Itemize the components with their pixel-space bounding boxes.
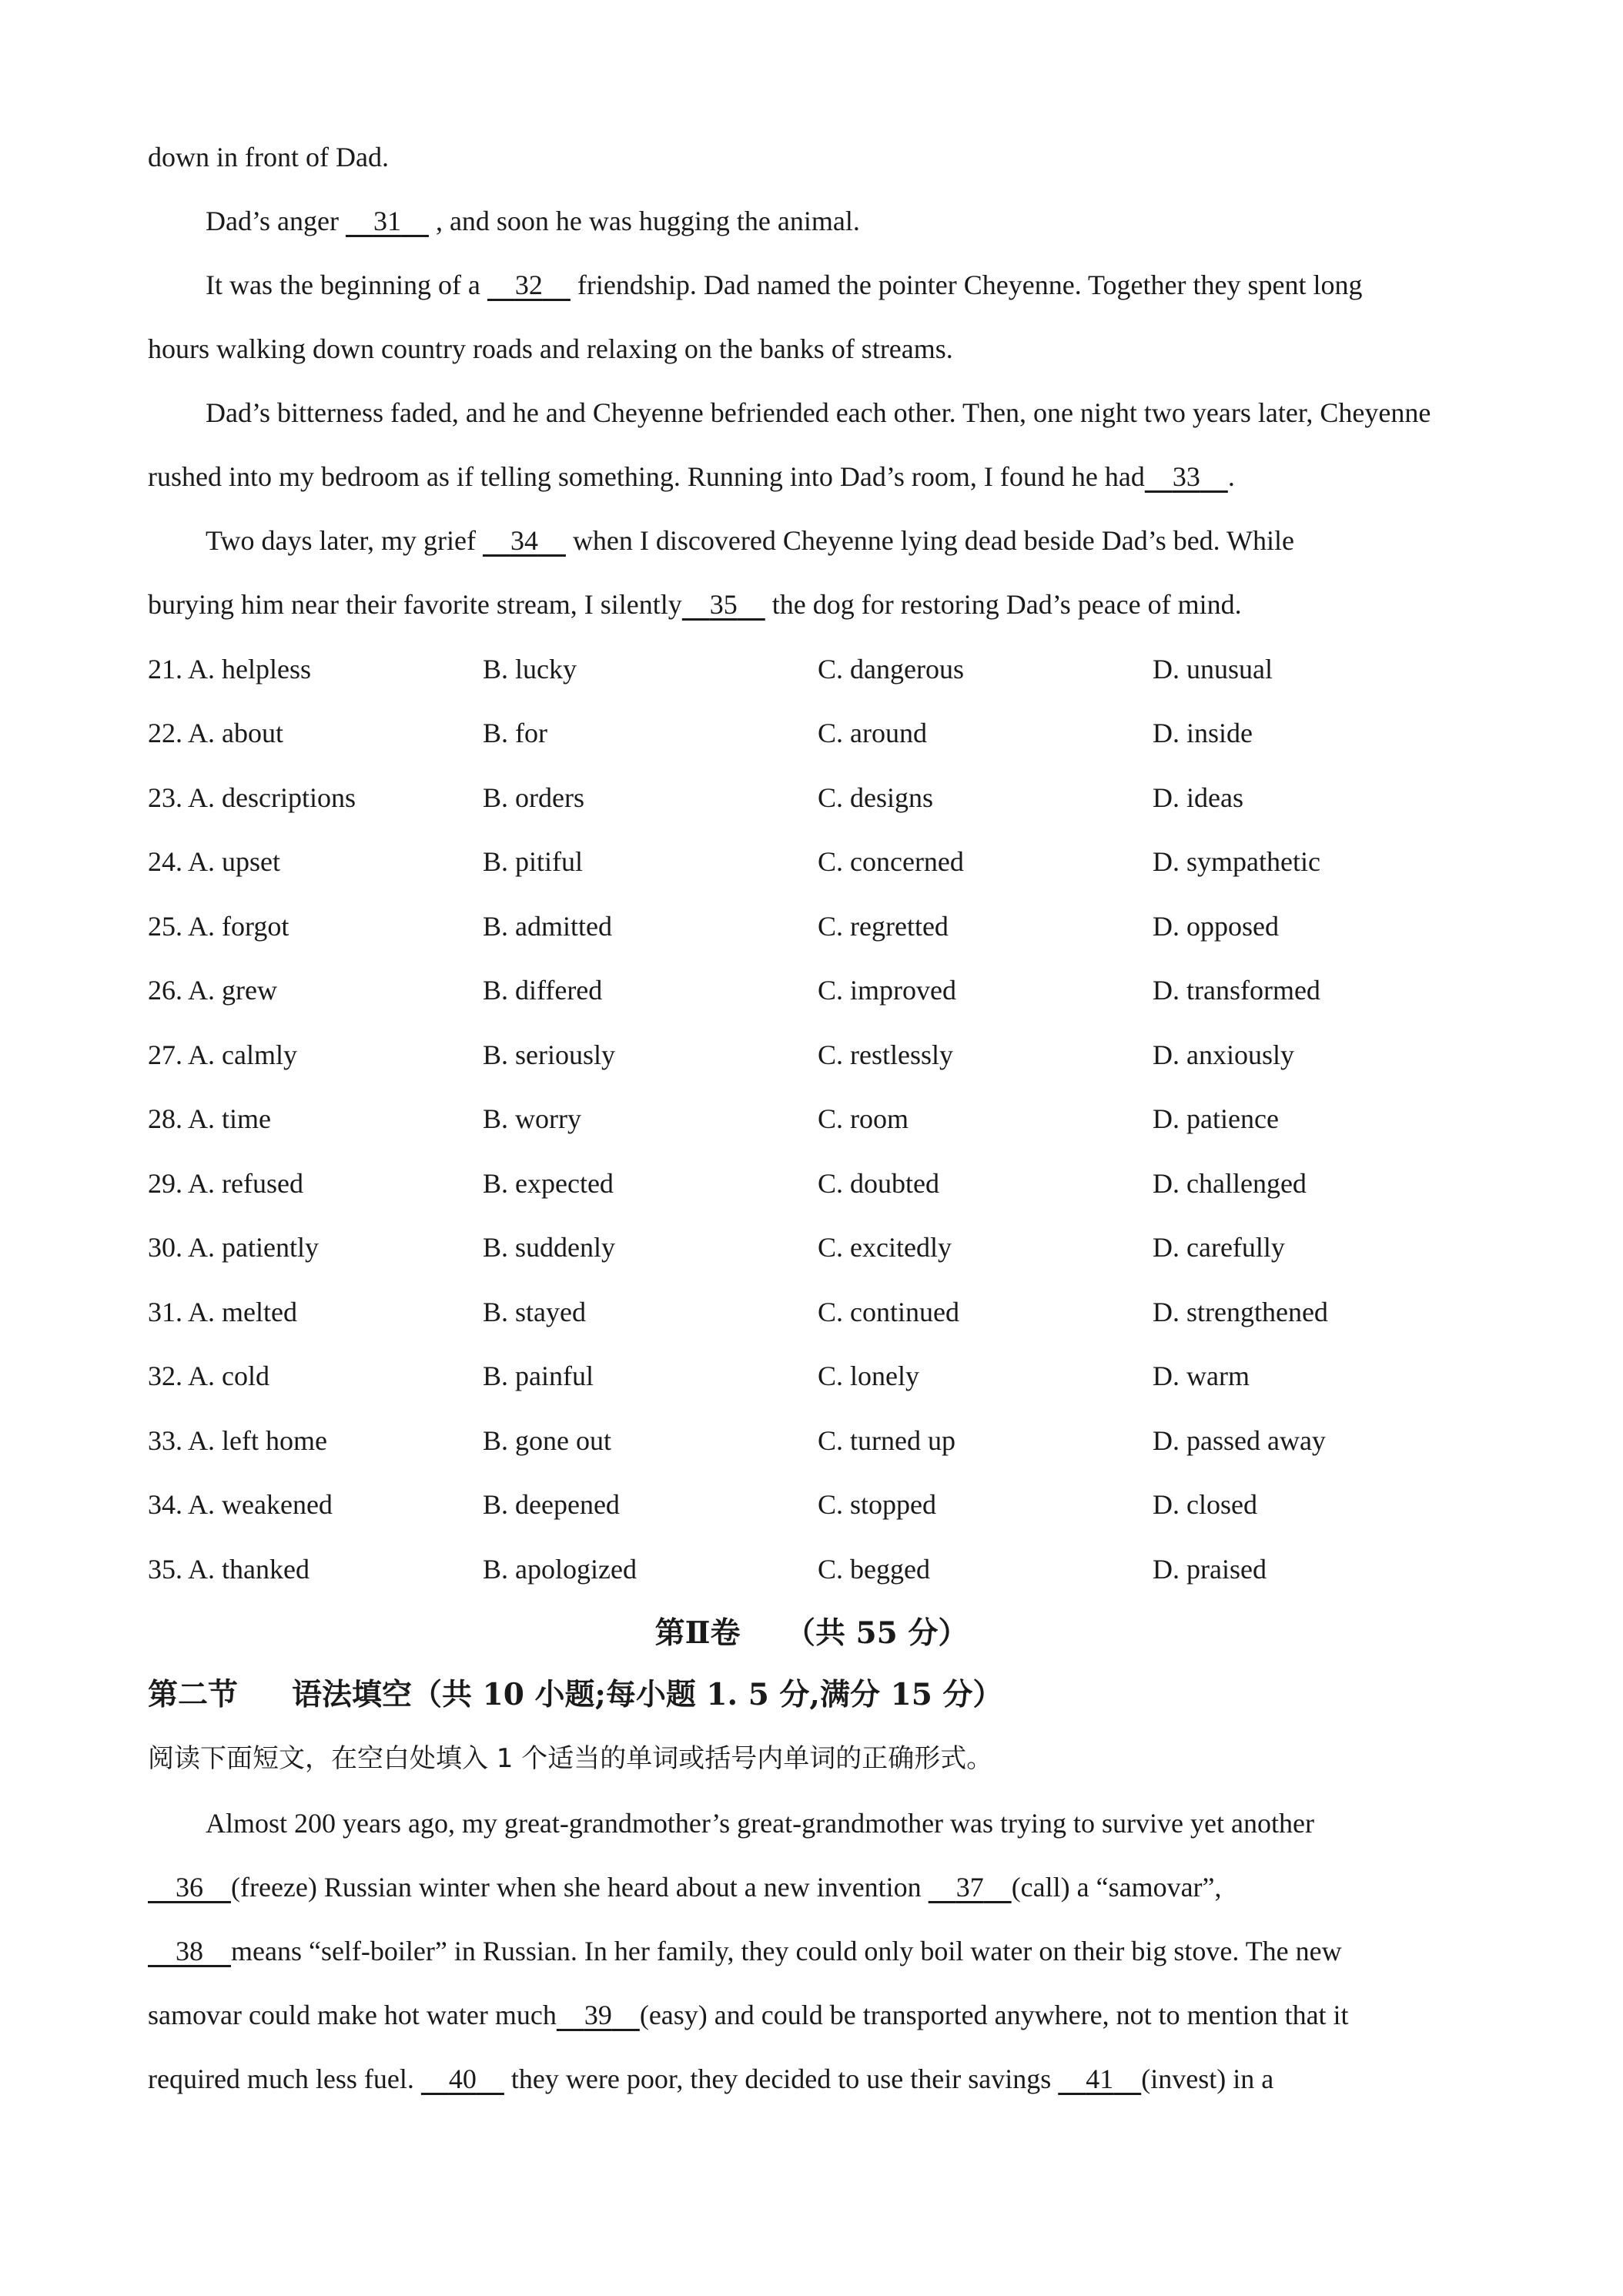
passage-text: Two days later, my grief	[206, 525, 483, 556]
passage-text: (easy) and could be transported anywhere, not to mention that it	[639, 2000, 1349, 2030]
section-instruction: 阅读下面短文，在空白处填入 1 个适当的单词或括号内单词的正确形式。	[148, 1743, 993, 1774]
option-b: B. painful	[483, 1361, 594, 1392]
answer-blank-33: 33	[1172, 461, 1200, 492]
passage-line	[148, 445, 1487, 509]
option-row	[148, 1022, 1487, 1087]
option-d: D. unusual	[1153, 653, 1273, 684]
passage-text: burying him near their favorite stream, I silently	[148, 589, 682, 620]
passage-line: hours walking down country roads and relaxing on the banks of streams.	[148, 333, 953, 364]
option-row	[148, 830, 1487, 895]
answer-options	[148, 637, 1487, 1602]
option-row	[148, 1537, 1487, 1602]
answer-blank-38: 38	[176, 1936, 203, 1966]
option-d: D. anxiously	[1153, 1039, 1294, 1070]
passage-paragraph: Dad’s bitterness faded, and he and Cheyenne befriended each other. Then, one night two years later, Cheyenne	[206, 397, 1431, 428]
passage-text: Dad’s anger	[206, 206, 346, 236]
answer-blank-37: 37	[955, 1872, 984, 1903]
option-row	[148, 1473, 1487, 1538]
option-d: D. opposed	[1153, 910, 1279, 942]
option-b: B. stayed	[483, 1296, 586, 1327]
passage-line: down in front of Dad.	[148, 142, 389, 172]
option-row	[148, 894, 1487, 959]
section-number: 第二节	[148, 1677, 239, 1712]
passage-text: required much less fuel.	[148, 2063, 421, 2094]
passage-text: samovar could make hot water much	[148, 2000, 557, 2030]
option-b: B. deepened	[483, 1489, 620, 1521]
passage-line	[148, 2047, 1487, 2111]
option-a: 24. A. upset	[148, 846, 281, 878]
passage-paragraph	[148, 189, 1487, 253]
option-b: B. seriously	[483, 1039, 616, 1070]
option-a: 34. A. weakened	[148, 1489, 333, 1521]
option-c: C. room	[818, 1103, 909, 1135]
passage-text: when I discovered Cheyenne lying dead beside Dad’s bed. While	[565, 525, 1294, 556]
option-row	[148, 1216, 1487, 1280]
option-row	[148, 765, 1487, 830]
passage-line	[148, 1856, 1487, 1919]
option-d: D. passed away	[1153, 1424, 1326, 1456]
option-d: D. inside	[1153, 718, 1253, 749]
option-a: 27. A. calmly	[148, 1039, 297, 1070]
passage-line	[148, 573, 1487, 637]
option-a: 33. A. left home	[148, 1424, 327, 1456]
answer-blank-41: 41	[1086, 2063, 1114, 2094]
option-c: C. continued	[818, 1296, 959, 1327]
passage-paragraph: Almost 200 years ago, my great-grandmother’s great-grandmother was trying to survive yet another	[206, 1808, 1314, 1839]
passage-text: friendship. Dad named the pointer Cheyenne. Together they spent long	[570, 269, 1363, 300]
passage-text: the dog for restoring Dad’s peace of mind.	[765, 589, 1242, 620]
option-d: D. strengthened	[1153, 1296, 1328, 1327]
option-c: C. lonely	[818, 1361, 919, 1392]
option-row	[148, 959, 1487, 1023]
answer-blank-34: 34	[510, 525, 538, 556]
option-row	[148, 1344, 1487, 1409]
option-a: 22. A. about	[148, 718, 283, 749]
option-row	[148, 701, 1487, 766]
option-row	[148, 1280, 1487, 1344]
option-c: C. improved	[818, 975, 956, 1006]
option-row	[148, 1151, 1487, 1216]
passage-text: (freeze) Russian winter when she heard about a new invention	[231, 1872, 929, 1903]
passage-text: , and soon he was hugging the animal.	[428, 206, 860, 236]
option-d: D. praised	[1153, 1553, 1267, 1585]
option-b: B. expected	[483, 1167, 614, 1199]
option-b: B. differed	[483, 975, 603, 1006]
option-row	[148, 1087, 1487, 1152]
option-d: D. transformed	[1153, 975, 1320, 1006]
option-c: C. regretted	[818, 910, 949, 942]
option-b: B. orders	[483, 782, 584, 813]
option-c: C. designs	[818, 782, 934, 813]
passage-paragraph	[148, 253, 1487, 317]
option-b: B. apologized	[483, 1553, 637, 1585]
option-d: D. sympathetic	[1153, 846, 1320, 878]
option-b: B. pitiful	[483, 846, 584, 878]
option-b: B. worry	[483, 1103, 581, 1135]
section-heading	[148, 1671, 1002, 1714]
option-b: B. lucky	[483, 653, 577, 684]
passage-text: (invest) in a	[1141, 2063, 1274, 2094]
option-d: D. closed	[1153, 1489, 1257, 1521]
passage-text: they were poor, they decided to use their savings	[504, 2063, 1059, 2094]
option-a: 29. A. refused	[148, 1167, 303, 1199]
passage-line	[148, 1919, 1487, 1983]
option-a: 25. A. forgot	[148, 910, 289, 942]
grammar-passage	[148, 1792, 1487, 2111]
option-a: 35. A. thanked	[148, 1553, 310, 1585]
answer-blank-32: 32	[514, 269, 543, 300]
option-row	[148, 1408, 1487, 1473]
option-b: B. gone out	[483, 1424, 611, 1456]
passage-text: means “self-boiler” in Russian. In her family, they could only boil water on their big stove. The new	[231, 1936, 1342, 1966]
passage-text: rushed into my bedroom as if telling something. Running into Dad’s room, I found he had	[148, 461, 1145, 492]
passage-text: (call) a “samovar”,	[1011, 1872, 1222, 1903]
option-d: D. challenged	[1153, 1167, 1307, 1199]
option-c: C. turned up	[818, 1424, 955, 1456]
option-d: D. patience	[1153, 1103, 1279, 1135]
answer-blank-39: 39	[584, 2000, 612, 2030]
option-d: D. ideas	[1153, 782, 1243, 813]
option-c: C. stopped	[818, 1489, 937, 1521]
answer-blank-36: 36	[176, 1872, 203, 1903]
option-c: C. begged	[818, 1553, 930, 1585]
option-c: C. dangerous	[818, 653, 964, 684]
option-c: C. doubted	[818, 1167, 939, 1199]
answer-blank-35: 35	[709, 589, 738, 620]
section-description: 语法填空（共 10 小题;每小题 1. 5 分,满分 15 分）	[292, 1677, 1003, 1712]
option-d: D. carefully	[1153, 1232, 1285, 1263]
option-b: B. suddenly	[483, 1232, 616, 1263]
option-c: C. excitedly	[818, 1232, 952, 1263]
option-b: B. for	[483, 718, 547, 749]
passage-paragraph	[148, 509, 1487, 573]
passage-line	[148, 1983, 1487, 2047]
option-a: 28. A. time	[148, 1103, 271, 1135]
option-d: D. warm	[1153, 1361, 1250, 1392]
answer-blank-31: 31	[373, 206, 401, 236]
option-b: B. admitted	[483, 910, 612, 942]
answer-blank-40: 40	[448, 2063, 477, 2094]
section-title: 第Ⅱ卷 （共 55 分）	[654, 1615, 969, 1651]
option-a: 32. A. cold	[148, 1361, 269, 1392]
passage-text: It was the beginning of a	[206, 269, 487, 300]
option-c: C. restlessly	[818, 1039, 953, 1070]
option-a: 31. A. melted	[148, 1296, 297, 1327]
cloze-passage	[148, 126, 1487, 637]
option-a: 23. A. descriptions	[148, 782, 356, 813]
option-c: C. concerned	[818, 846, 964, 878]
option-row	[148, 637, 1487, 701]
option-a: 26. A. grew	[148, 975, 277, 1006]
passage-text: .	[1227, 461, 1235, 492]
option-a: 30. A. patiently	[148, 1232, 319, 1263]
option-a: 21. A. helpless	[148, 653, 311, 684]
option-c: C. around	[818, 718, 927, 749]
